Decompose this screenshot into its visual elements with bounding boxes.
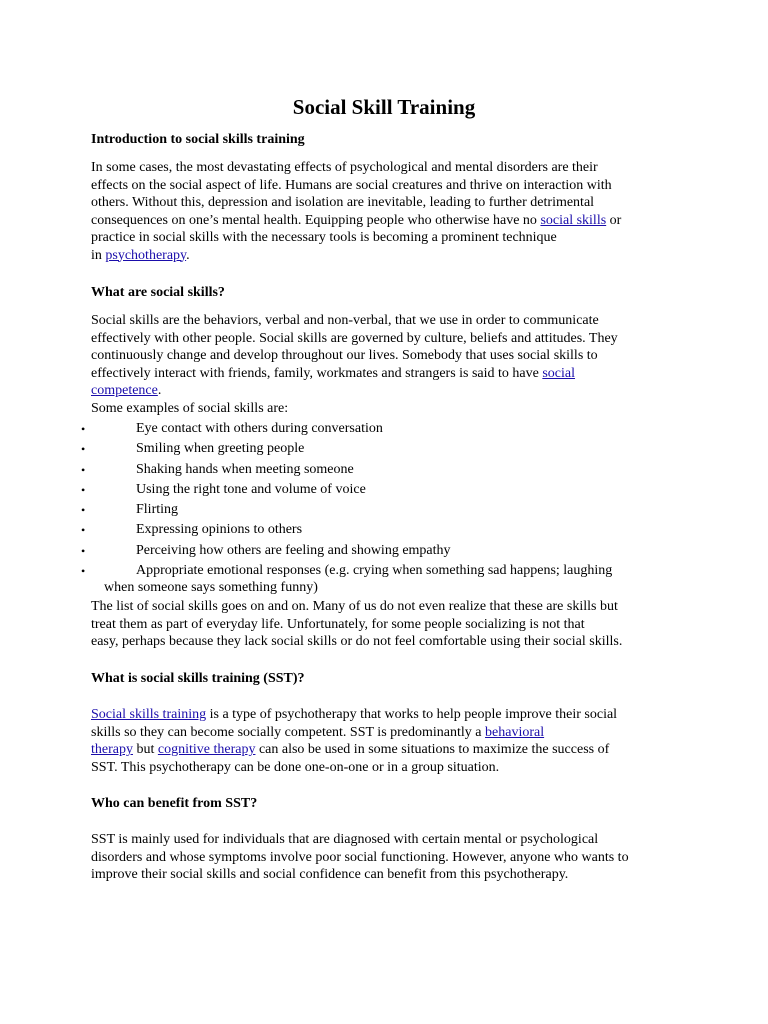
text-run: SST. This psychotherapy can be done one-on-one or in a group situation. (91, 759, 500, 775)
text-run: continuously change and develop throughout our lives. Somebody that uses social skills to (91, 348, 598, 363)
paragraph-line (91, 724, 691, 742)
section-heading-introduction: Introduction to social skills training (91, 132, 305, 147)
section-heading-what-is-sst: What is social skills training (SST)? (91, 671, 305, 686)
text-run: can also be used in some situations to maximize the success of (255, 742, 610, 757)
paragraph-line (91, 212, 691, 230)
text-run: Social skills are the behaviors, verbal and non-verbal, that we use in order to communicate (91, 313, 599, 328)
text-run: others. Without this, depression and isolation are inevitable, leading to further detrimental (91, 195, 595, 210)
text-run: SST is mainly used for individuals that are diagnosed with certain mental or psychological (91, 832, 599, 847)
paragraph-line (91, 400, 691, 418)
paragraph-line (91, 312, 691, 330)
hyperlink-therapy[interactable]: therapy (91, 742, 133, 757)
hyperlink-social-skills-training[interactable]: Social skills training (91, 707, 207, 722)
paragraph-line (91, 706, 691, 724)
hyperlink-cognitive-therapy[interactable]: cognitive therapy (157, 742, 256, 757)
text-run: easy, perhaps because they lack social skills or do not feel comfortable using their social skills. (91, 634, 623, 649)
paragraph-list-of-social-skills (91, 598, 691, 651)
bullet-icon: • (81, 543, 86, 558)
text-run: treat them as part of everyday life. Unfortunately, for some people socializing is not that (91, 616, 585, 632)
paragraph-what-is-sst (91, 706, 691, 776)
bullet-icon: • (81, 523, 86, 538)
text-run: improve their social skills and social confidence can benefit from this psychotherapy. (91, 867, 569, 882)
text-run: effects on the social aspect of life. Humans are social creatures and thrive on interaction with (91, 177, 612, 193)
paragraph-line (91, 741, 691, 759)
text-run: or (606, 212, 622, 228)
list-item-text: Using the right tone and volume of voice (136, 481, 366, 497)
text-run: is a type of psychotherapy that works to help people improve their social (206, 707, 618, 722)
paragraph-what-are-social-skills (91, 312, 691, 417)
text-run: disorders and whose symptoms involve poor social functioning. However, anyone who wants to (91, 849, 629, 865)
hyperlink-psychotherapy[interactable]: psychotherapy (105, 247, 187, 263)
list-item-text: Smiling when greeting people (136, 441, 305, 457)
list-item-text: Expressing opinions to others (136, 522, 303, 538)
paragraph-introduction (91, 159, 691, 264)
text-run: . (157, 383, 162, 398)
hyperlink-behavioral[interactable]: behavioral (485, 724, 545, 740)
bullet-icon: • (81, 422, 86, 436)
list-item-text: Eye contact with others during conversation (136, 421, 383, 436)
text-run: in (91, 247, 106, 263)
paragraph-line (91, 759, 691, 777)
hyperlink-social[interactable]: social (542, 365, 576, 381)
document-title: Social Skill Training (292, 95, 476, 119)
list-item-text: Flirting (136, 502, 179, 518)
bullet-icon: • (81, 442, 86, 457)
list-item-continuation: when someone says something funny) (104, 580, 318, 596)
text-run: practice in social skills with the necessary tools is becoming a prominent technique (91, 230, 557, 245)
paragraph-line (91, 194, 691, 212)
paragraph-line (91, 347, 691, 365)
paragraph-line (91, 159, 691, 177)
paragraph-line (91, 616, 691, 634)
paragraph-line (91, 633, 691, 651)
paragraph-line (91, 866, 691, 884)
paragraph-line (91, 382, 691, 400)
text-run: but (132, 742, 158, 757)
hyperlink-social-skills[interactable]: social skills (540, 212, 607, 228)
paragraph-line (91, 849, 691, 867)
paragraph-line (91, 247, 691, 265)
text-run: . (186, 247, 190, 263)
text-run: effectively interact with friends, family, workmates and strangers is said to have (91, 365, 543, 381)
paragraph-line (91, 598, 691, 616)
paragraph-line (91, 229, 691, 247)
bullet-icon: • (81, 564, 86, 579)
paragraph-line (91, 330, 691, 348)
text-run: consequences on one’s mental health. Equipping people who otherwise have no (91, 212, 541, 228)
section-heading-who-can-benefit: Who can benefit from SST? (91, 796, 258, 811)
paragraph-line (91, 177, 691, 195)
paragraph-line (91, 831, 691, 849)
paragraph-line (91, 365, 691, 383)
paragraph-who-can-benefit (91, 831, 691, 884)
list-item-text: Perceiving how others are feeling and showing empathy (136, 542, 451, 558)
text-run: In some cases, the most devastating effects of psychological and mental disorders are their (91, 160, 598, 175)
text-run: effectively with other people. Social skills are governed by culture, beliefs and attitudes. They (91, 330, 618, 346)
bullet-icon: • (81, 503, 86, 518)
section-heading-what-are-social-skills: What are social skills? (91, 285, 225, 300)
bullet-icon: • (81, 462, 86, 477)
text-run: Some examples of social skills are: (91, 400, 289, 416)
list-item-text: Appropriate emotional responses (e.g. crying when something sad happens; laughing (136, 563, 613, 579)
hyperlink-competence[interactable]: competence (91, 383, 158, 398)
bullet-icon: • (81, 482, 86, 497)
text-run: The list of social skills goes on and on. Many of us do not even realize that these are skills but (91, 599, 618, 614)
text-run: skills so they can become socially competent. SST is predominantly a (91, 724, 486, 740)
list-item-text: Shaking hands when meeting someone (136, 461, 354, 477)
